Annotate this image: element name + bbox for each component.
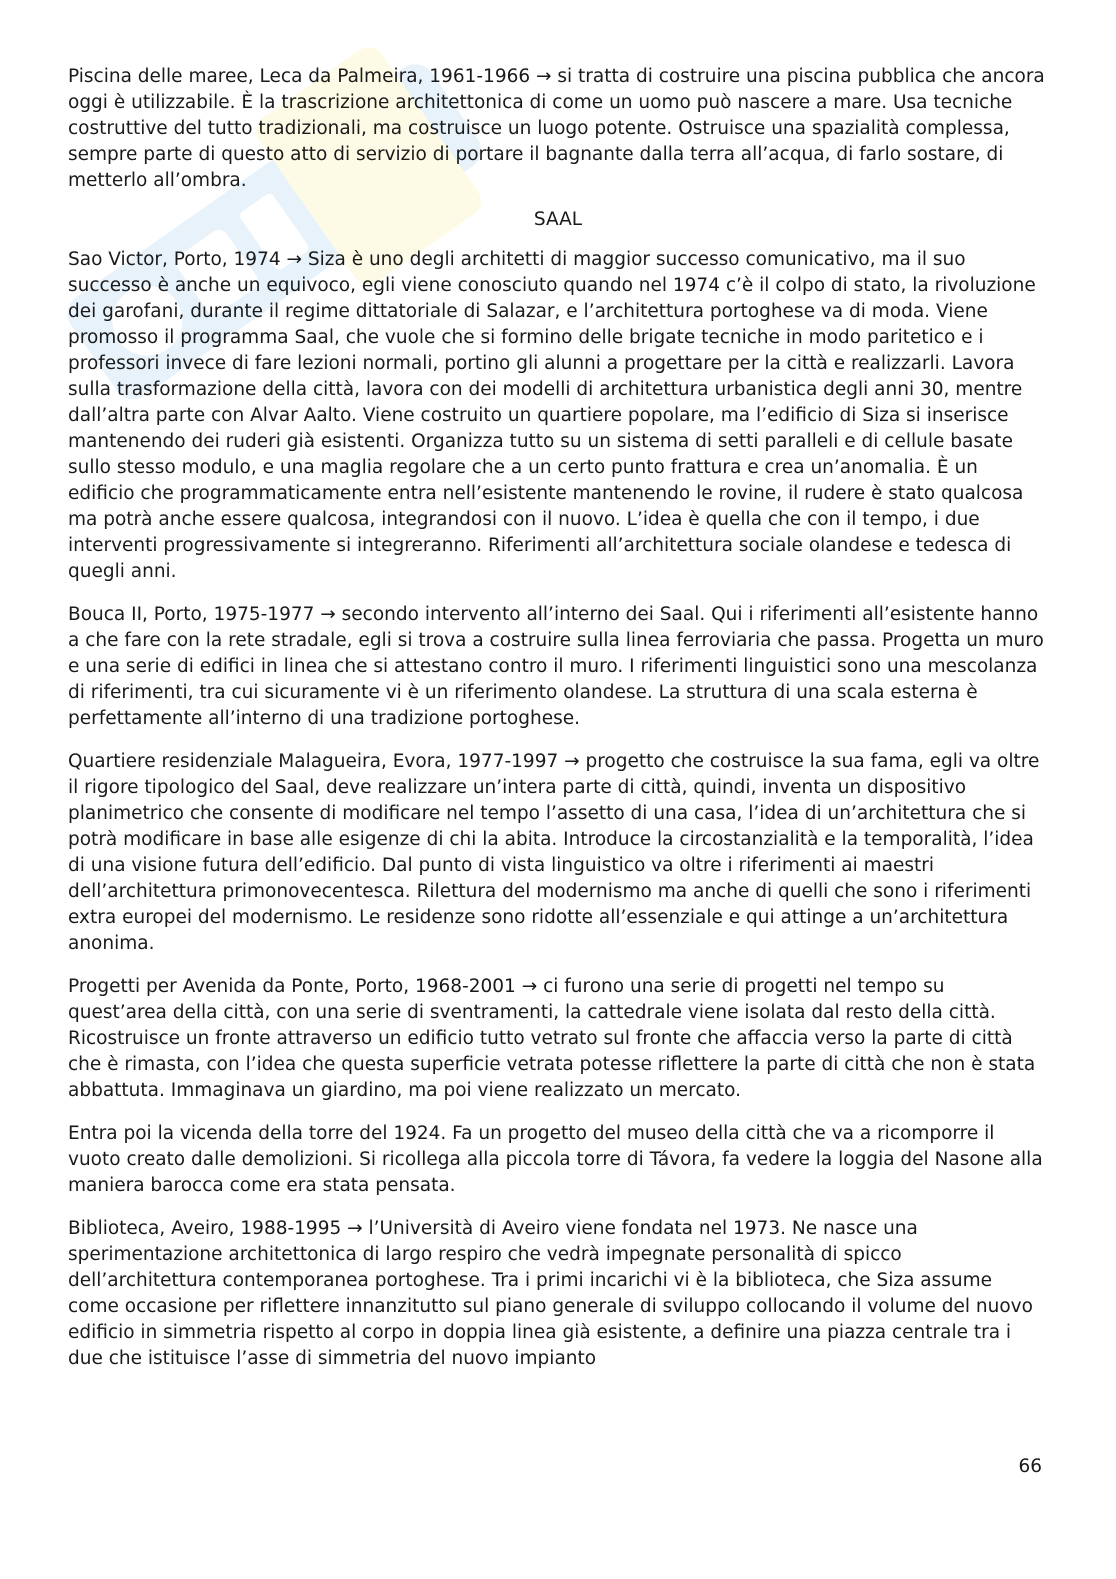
section-heading-saal: SAAL: [533, 209, 583, 230]
paragraph-malagueira: Quartiere residenziale Malagueira, Evora, 1977-1997 → progetto che costruisce la sua fama, egli va oltre il rigore tipologico del Saal, deve realizzare un’intera parte di città, quindi, inventa un dispositivo planimetrico che consente di modificare nel tempo l’assetto di una casa, l’idea di un’architettura che si potrà modificare in base alle esigenze di chi la abita. Introduce la circostanzialità e la temporalità, l’idea di una visione futura dell’edificio. Dal punto di vista linguistico va oltre i riferimenti ai maestri dell’architettura primonovecentesca. Rilettura del modernismo ma anche di quelli che sono i riferimenti extra europei del modernismo. Le residenze sono ridotte all’essenziale e qui attinge a un’architettura anonima.: [68, 751, 1040, 954]
page-number: 66: [1018, 1456, 1042, 1477]
paragraph-sao-victor: Sao Victor, Porto, 1974 → Siza è uno degli architetti di maggior successo comunicativo, ma il suo successo è anche un equivoco, egli viene conosciuto quando nel 1974 c’è il colpo di stato, la rivoluzione dei garofani, durante il regime dittatoriale di Salazar, e l’architettura portoghese va di moda. Viene promosso il programma Saal, che vuole che si formino delle brigate tecniche in modo paritetico e i professori invece di fare lezioni normali, portino gli alunni a progettare per la città e realizzarli. Lavora sulla trasformazione della città, lavora con dei modelli di architettura urbanistica degli anni 30, mentre dall’altra parte con Alvar Aalto. Viene costruito un quartiere popolare, ma l’edificio di Siza si inserisce mantenendo dei ruderi già esistenti. Organizza tutto su un sistema di setti paralleli e di cellule basate sullo stesso modulo, e una maglia regolare che a un certo punto frattura e crea un’anomalia. È un edificio che programmaticamente entra nell’esistente mantenendo le rovine, il rudere è stato qualcosa ma potrà anche essere qualcosa, integrandosi con il nuovo. L’idea è quella che con il tempo, i due interventi progressivamente si integreranno. Riferimenti all’architettura sociale olandese e tedesca di quegli anni.: [68, 249, 1036, 582]
document-page: [68, 64, 1048, 1389]
paragraph-piscina-maree: Piscina delle maree, Leca da Palmeira, 1961-1966 → si tratta di costruire una piscina pubblica che ancora oggi è utilizzabile. È la trascrizione architettonica di come un uomo può nascere a mare. Usa tecniche costruttive del tutto tradizionali, ma costruisce un luogo potente. Ostruisce una spazialità complessa, sempre parte di questo atto di servizio di portare il bagnante dalla terra all’acqua, di farlo sostare, di metterlo all’ombra.: [68, 66, 1045, 191]
paragraph-torre-1924: Entra poi la vicenda della torre del 1924. Fa un progetto del museo della città che va a ricomporre il vuoto creato dalle demolizioni. Si ricollega alla piccola torre di Távora, fa vedere la loggia del Nasone alla maniera barocca come era stata pensata.: [68, 1123, 1043, 1196]
paragraph-avenida-da-ponte: Progetti per Avenida da Ponte, Porto, 1968-2001 → ci furono una serie di progetti nel tempo su quest’area della città, con una serie di sventramenti, la cattedrale viene isolata dal resto della città. Ricostruisce un fronte attraverso un edificio tutto vetrato sul fronte che affaccia verso la parte di città che è rimasta, con l’idea che questa superficie vetrata potesse riflettere la parte di città che non è stata abbattuta. Immaginava un giardino, ma poi viene realizzato un mercato.: [68, 976, 1036, 1101]
paragraph-bouca: Bouca II, Porto, 1975-1977 → secondo intervento all’interno dei Saal. Qui i riferimenti all’esistente hanno a che fare con la rete stradale, egli si trova a costruire sulla linea ferroviaria che passa. Progetta un muro e una serie di edifici in linea che si attestano contro il muro. I riferimenti linguistici sono una mescolanza di riferimenti, tra cui sicuramente vi è un riferimento olandese. La struttura di una scala esterna è perfettamente all’interno di una tradizione portoghese.: [68, 604, 1044, 729]
paragraph-biblioteca-aveiro: Biblioteca, Aveiro, 1988-1995 → l’Università di Aveiro viene fondata nel 1973. Ne nasce una sperimentazione architettonica di largo respiro che vedrà impegnate personalità di spicco dell’architettura contemporanea portoghese. Tra i primi incarichi vi è la biblioteca, che Siza assume come occasione per riflettere innanzitutto sul piano generale di sviluppo collocando il volume del nuovo edificio in simmetria rispetto al corpo in doppia linea già esistente, a definire una piazza centrale tra i due che istituisce l’asse di simmetria del nuovo impianto: [68, 1218, 1033, 1369]
